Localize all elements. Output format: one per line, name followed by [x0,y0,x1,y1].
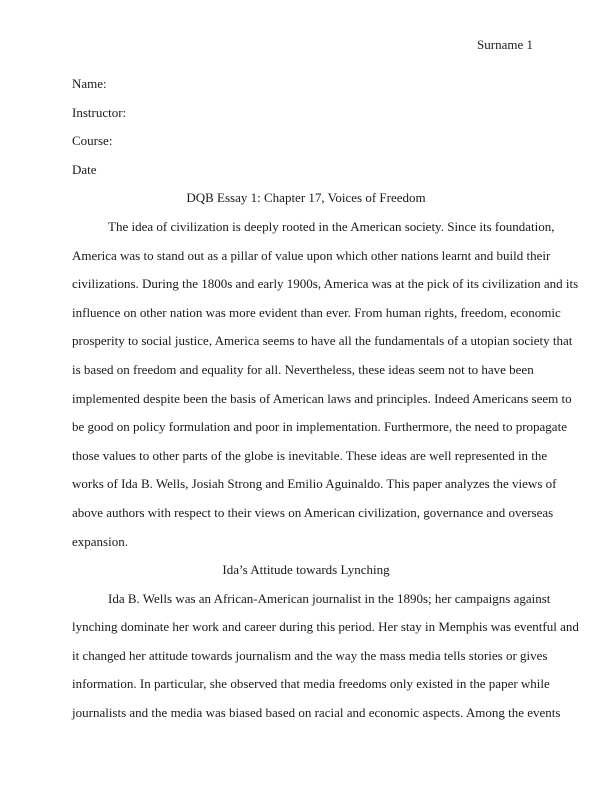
paragraph-line: those values to other parts of the globe is inevitable. These ideas are well represented in the [72,447,548,463]
paragraph-line: is based on freedom and equality for all. Nevertheless, these ideas seem not to have been [72,361,534,377]
paragraph-line: implemented despite been the basis of American laws and principles. Indeed Americans seem to [72,390,572,406]
paragraph-line: be good on policy formulation and poor in implementation. Furthermore, the need to propagate [72,419,567,435]
running-head: Surname 1 [477,37,533,52]
paragraph-line: works of Ida B. Wells, Josiah Strong and Emilio Aguinaldo. This paper analyzes the views of [72,476,557,492]
name-label: Name: [72,76,107,91]
paragraph-1 [72,213,579,556]
course-label: Course: [72,133,113,149]
paragraph-line: prosperity to social justice, America seems to have all the fundamentals of a utopian society that [72,333,573,349]
paragraph-line: Ida B. Wells was an African-American journalist in the 1890s; her campaigns against [108,590,551,606]
paragraph-line: journalists and the media was biased based on racial and economic aspects. Among the events [72,705,561,721]
paragraph-line: The idea of civilization is deeply rooted in the American society. Since its foundation, [108,218,555,234]
paragraph-line: expansion. [72,533,128,549]
paragraph-line: it changed her attitude towards journalism and the way the mass media tells stories or gives [72,647,548,663]
paragraph-line: information. In particular, she observed that media freedoms only existed in the paper while [72,676,550,692]
date-label: Date [72,161,97,177]
paragraph-2 [72,585,579,728]
instructor-label: Instructor: [72,104,127,120]
paragraph-line: America was to stand out as a pillar of value upon which other nations learnt and build their [72,247,551,263]
paragraph-line: above authors with respect to their views on American civilization, governance and overseas [72,504,554,520]
essay-title: DQB Essay 1: Chapter 17, Voices of Freedom [186,190,426,206]
paragraph-line: influence on other nation was more evident than ever. From human rights, freedom, economic [72,304,561,320]
document-body [72,70,579,728]
section-heading: Ida’s Attitude towards Lynching [222,562,390,578]
paragraph-line: lynching dominate her work and career during this period. Her stay in Memphis was eventful and [72,619,579,635]
paragraph-line: civilizations. During the 1800s and early 1900s, America was at the pick of its civilization and its [72,276,579,292]
